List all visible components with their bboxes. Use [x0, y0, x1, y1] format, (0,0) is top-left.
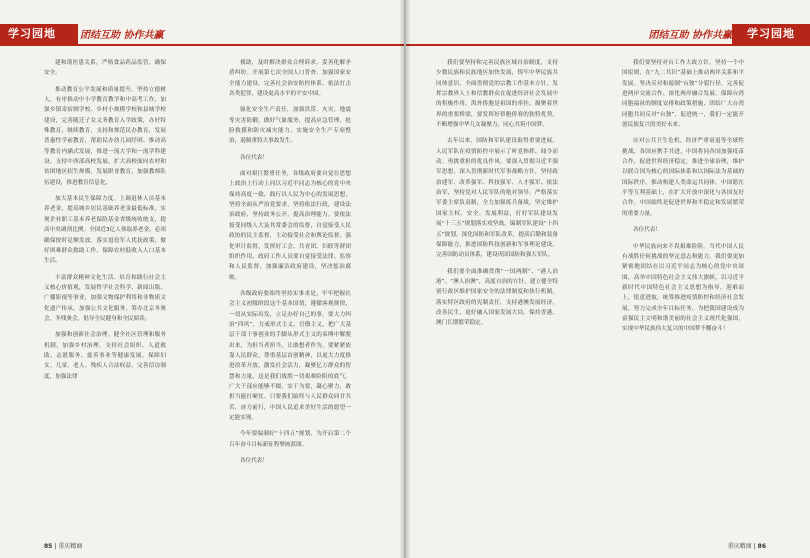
left-page: [0, 0, 404, 558]
right-header: [406, 24, 810, 44]
text-column-3: [436, 58, 558, 335]
paragraph: 强化安全生产责任，加强洪涝、火灾、地震等灾害防御，做好气象服务，提高应急管理、抢险救援和防灾减灾能力，实施安全生产专项整治，遏制重特大事故发生。: [229, 107, 351, 145]
magazine-name: 重庆精商: [727, 543, 752, 550]
paragraph: 丰富群众精神文化生活。培育和践行社会主义核心价值观，发展哲学社会科学、新闻出版、广播影视等事业，加强文物保护利用和非物质文化遗产传承，加强公共文化服务，筹办北京冬奥会，冬残奥会，倡导全民健身和全民阅读。: [44, 274, 166, 322]
left-header: [0, 24, 404, 44]
footer-separator: |: [753, 543, 756, 550]
paragraph: 援助，及时解决群众合理诉求。妥善化解矛盾纠纷。开展第七次全国人口普查。加强国家安全能力建设。完善社会治安防控体系，依法打击各类犯罪，建设更高水平的平安中国。: [229, 60, 351, 98]
paragraph: 建和谐医患关系，严格食品药品监管，确保安全。: [44, 60, 166, 77]
paragraph: 我们要坚持对台工作大政方针，坚持一个中国原则，在“九二共识”基础上推动两岸关系和平发展。坚决反对和遏制“台独”分裂行径，完善促进两岸交流合作、深化两岸融合发展、保障台湾同胞福祉的制度安排和政策措施，团结广大台湾同胞共同反对“台独”，促进统一，我们一定能开创民族复兴的美好未来。: [622, 60, 744, 129]
paragraph: 推动教育公平发展和质量提升。坚持立德树人，有序推动中小学教育教学和中高考工作，加强乡镇寄宿制学校、乡村小规模学校和县城学校建设，完善随迁子女义务教育入学政策，办好特殊教育、继续教育，支持和规范民办教育，发展普惠性学前教育，帮助民办幼儿园纾困。推动高等教育内涵式发展，推进一流大学和一流学科建设，支持中西部高校发展，扩大高校面向农村和贫困地区招生规模，发展职业教育，加强教师队伍建设，推进教育信息化。: [44, 86, 166, 186]
paragraph: 各位代表！: [633, 227, 661, 234]
paragraph: 去年以来，国防和军队建设取得重要进展，人民军队在疫情防控中展示了听党指挥、闻令而动、勇挑重担的优良作风。要深入贯彻习近平强军思想，深入贯彻新时代军事战略方针，坚持政治建军、改革强军、科技强军、人才强军、依法治军，坚持党对人民军队的绝对领导，严格落实军委主席负责制，全力加强练兵备战，坚定维护国家主权、安全、发展利益，打好军队建设发展“十三五”规划落实攻坚战，编制军队建设“十四五”规划。深化国防和军队改革，提高后勤和装备保障能力，推进国防科技创新和军事理论建设，完善国防动员体系，建设巩固国防和强大军队。: [436, 138, 558, 259]
footer-separator: |: [54, 543, 57, 550]
left-footer: [44, 541, 82, 550]
motto-text: 团结互助 协作共赢: [80, 30, 164, 41]
spine-shadow: [399, 0, 411, 558]
magazine-name: 重庆精商: [58, 543, 83, 550]
header-rule: [406, 44, 810, 46]
paragraph: 各级政府要始终坚持实事求是，牢牢把握社会主义初级阶段这个基本国情，遵循客观规律，一切从实际出发，立足办好自己的事。要大力纠治“四风”，力戒形式主义、官僚主义，把广大基层干部干事创业的手脚从形式主义的束缚中解脱出来，为担当者担当，让敢想者作为，要紧紧依靠人民群众，尊重基层首创精神，以更大力度推进改革开放，激发社会活力，凝聚亿万群众的智慧和力量，这是我们战胜一切艰难险阻的底气。广大干部应能够不辍、实干为要，凝心聚力，敢担当能打硬仗、只要我们始终与人民群众同甘共苦，奋力前行，中国人民追求美好生活的愿望一定能实现。: [229, 290, 351, 421]
section-tag: 学习园地: [732, 24, 810, 44]
paragraph: 应对公共卫生危机，经济严重衰退等全球性挑战，各国应携手共进，中国将同各国加强疫苗合作，促进世界经济稳定，推进全球治理，维护以联合国为核心的国际体系和以国际法为基础的国际秩序。推动构建人类命运共同体。中国愿在平等互利基础上，在扩大开放中深化与各国友好合作。中国始终是促进世界和平稳定和发展繁荣的重要力量。: [622, 138, 744, 217]
paragraph: 加大基本民生保障力度。上调退休人员基本养老金，提高城乡居民基础养老金最低标准，实现企业职工基本养老保险基金省级统收统支，提高中央调剂比例。全国近3亿人领取养老金，必须确保按时足额发放。落实退役军人优抚政策，做好困难群众救助工作，保障农村低收入人口基本生活。: [44, 196, 166, 265]
paragraph: 我们要全面准确贯彻“一国两制”、“港人治港”、“澳人治澳”，高度自治的方针，建立健全特别行政区维护国家安全的法律制度和执行机制，落实特区政府的宪制责任，支持港澳发展经济，改善民生，更好融入国家发展大局，保持香港、澳门长期繁荣稳定。: [436, 268, 558, 327]
right-page: [406, 0, 810, 558]
paragraph: 各位代表！: [240, 154, 268, 161]
section-tag: 学习园地: [0, 24, 78, 44]
paragraph: 我们要坚持和完善民族区域自治制度，支持少数民族和民族地区加快发展，铸牢中华民族共同体意识。全面贯彻党的宗教工作基本方针，发挥宗教界人士和信教群众在促进经济社会发展中的积极作用。海外侨胞是祖国的牵挂，凝聚着世界的重要桥梁，要发挥好侨胞侨眷的独特优势，不断增强中华儿女凝聚力，同心共筑中国梦。: [436, 60, 558, 129]
paragraph: 面对艰巨繁重任务，各级政府要自觉在思想上政治上行动上同以习近平同志为核心的党中央保持高度一致，践行以人民为中心的发展思想，坚持全面从严治党要求，坚持依法行政，建设法治政府，坚持政务公开，提高治理能力。要依法接受同级人大及其常委会的监督，自觉接受人民政协的民主监督，主动接受社会和舆论监督。强化审计监督，发挥好工会、共青团、妇联等群团组织作用。政府工作人员要自觉接受法律、监察和人民监督，加强廉洁政府建设，坚决惩治腐败。: [229, 171, 351, 281]
text-column-4: [622, 58, 744, 341]
header-rule: [0, 44, 404, 46]
paragraph: 加强和创新社会治理。健全社区管理和服务机制，加强乡村治理，支持社会组织、人道救助、志愿服务、慈善事业等健康发展，保障妇女、儿童、老人、残疾人合法权益，完善信访制度，加强法律: [44, 332, 166, 380]
page-number: 86: [757, 543, 766, 550]
paragraph: 各位代表！: [240, 458, 268, 465]
text-column-2: [229, 58, 351, 472]
right-footer: [728, 541, 766, 550]
paragraph: 中华民族向来不畏艰难险阻。当代中国人民有战胜任何挑战的坚定意志和能力。我们要更加紧密地团结在以习近平同志为核心的党中央周围，高举中国特色社会主义伟大旗帜，以习近平新时代中国特色社会主义思想为指导，迎难而上，锐意进取，统筹推进疫情防控和经济社会发展，努力完成全年目标任务，为把我国建设成为富强民主文明和谐美丽的社会主义现代化强国，实现中华民族伟大复兴的中国梦不懈奋斗！: [622, 243, 744, 333]
motto-text: 团结互助 协作共赢: [648, 30, 732, 41]
page-number: 85: [44, 543, 53, 550]
text-column-1: [44, 58, 166, 388]
paragraph: 今年要编制好“十四五”规划，为开启第二个百年奋斗目标新征程擘画蓝图。: [229, 431, 351, 448]
